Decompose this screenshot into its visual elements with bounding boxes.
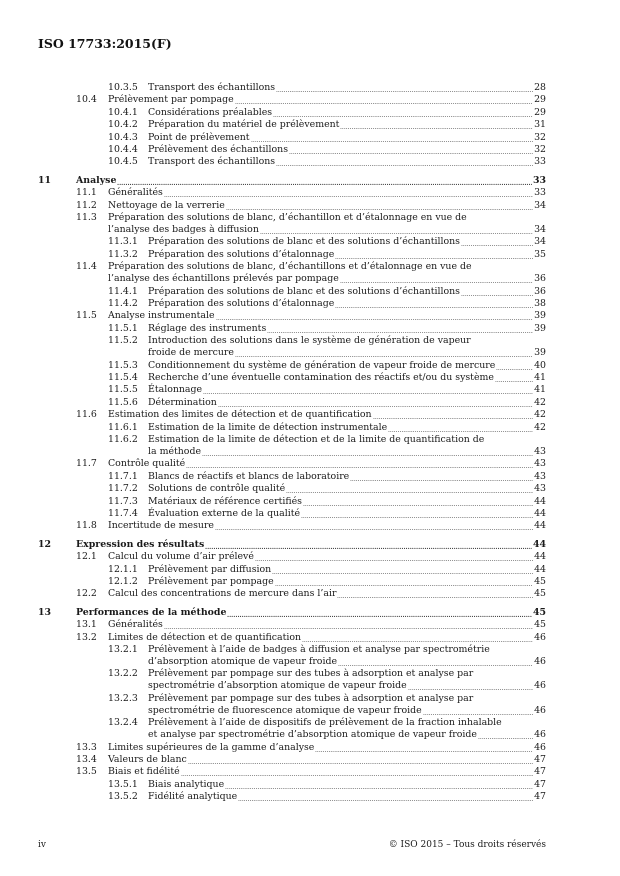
toc-entry-title: Prélèvement des échantillons xyxy=(148,144,289,155)
toc-page-number: 46 xyxy=(534,656,546,667)
toc-entry-number: 13.4 xyxy=(76,754,97,765)
toc-entry[interactable] xyxy=(0,483,620,495)
toc-page-number: 46 xyxy=(534,631,546,643)
toc-page-number: 29 xyxy=(534,106,546,118)
toc-page-number: 39 xyxy=(534,347,546,359)
toc-entry-number: 12.1 xyxy=(76,551,97,563)
toc-entry[interactable] xyxy=(0,607,620,619)
toc-entry-title: Estimation des limites de détection et de quantification xyxy=(108,409,372,421)
toc-entry[interactable] xyxy=(0,496,620,508)
toc-entry[interactable] xyxy=(0,298,620,310)
toc-dot-leader xyxy=(188,754,533,766)
toc-entry[interactable] xyxy=(0,520,620,532)
toc-entry-title: Analyse xyxy=(76,174,117,186)
toc-dot-leader xyxy=(289,144,533,156)
toc-entry-title: Nettoyage de la verrerie xyxy=(108,199,225,211)
toc-entry[interactable] xyxy=(0,409,620,421)
toc-page-number: 43 xyxy=(534,470,546,482)
toc-dot-leader xyxy=(340,273,533,285)
toc-dot-leader xyxy=(267,323,533,335)
toc-page-number: 42 xyxy=(534,396,546,408)
toc-dot-leader xyxy=(255,551,533,563)
toc-entry-title: Prélèvement à l’aide de badges à diffusion et analyse par spectrométrie xyxy=(148,644,490,655)
toc-entry[interactable] xyxy=(0,422,620,434)
toc-page-number: 39 xyxy=(534,322,546,334)
toc-page-number: 43 xyxy=(534,446,546,457)
toc-dot-leader xyxy=(227,607,532,619)
toc-dot-leader xyxy=(260,224,533,236)
toc-entry-title: Contrôle qualité xyxy=(108,458,186,470)
toc-dot-leader xyxy=(215,520,533,532)
toc-entry[interactable] xyxy=(0,632,620,644)
toc-entry-title: Estimation de la limite de détection instrumentale xyxy=(148,421,388,433)
toc-entry-number: 11.7.3 xyxy=(108,495,138,507)
toc-entry-number: 10.4.2 xyxy=(108,119,138,131)
toc-entry-number: 11.4.1 xyxy=(108,285,138,297)
toc-dot-leader xyxy=(225,779,533,791)
toc-entry[interactable] xyxy=(0,310,620,322)
toc-entry-number: 11.5 xyxy=(76,310,97,322)
toc-page-number: 46 xyxy=(534,741,546,753)
toc-page-number: 47 xyxy=(534,754,546,765)
toc-page-number: 41 xyxy=(534,384,546,396)
toc-page-number: 46 xyxy=(534,729,546,741)
toc-entry-number: 13.3 xyxy=(76,741,97,753)
toc-page-number: 34 xyxy=(534,236,546,248)
toc-page-number: 47 xyxy=(534,766,546,778)
toc-entry[interactable] xyxy=(0,693,620,705)
toc-entry[interactable] xyxy=(0,766,620,778)
toc-entry[interactable] xyxy=(0,668,620,680)
toc-dot-leader xyxy=(495,372,533,384)
toc-dot-leader xyxy=(273,107,533,119)
toc-dot-leader xyxy=(461,286,533,298)
toc-entry-number: 13.2.1 xyxy=(108,644,138,655)
toc-entry-title: Conditionnement du système de génération de vapeur froide de mercure xyxy=(148,359,496,371)
toc-dot-leader xyxy=(202,446,533,458)
toc-dot-leader xyxy=(275,576,533,588)
toc-dot-leader xyxy=(337,588,533,600)
toc-page-number: 35 xyxy=(534,248,546,260)
toc-dot-leader xyxy=(272,564,533,576)
toc-entry-number: 11.3.1 xyxy=(108,236,138,248)
toc-entry-title: Évaluation externe de la qualité xyxy=(148,508,301,519)
toc-page-number: 31 xyxy=(534,119,546,131)
toc-page-number: 36 xyxy=(534,285,546,297)
toc-entry-title: Limites de détection et de quantification xyxy=(108,631,302,643)
toc-entry[interactable] xyxy=(0,588,620,600)
toc-entry[interactable] xyxy=(0,156,620,168)
toc-dot-leader xyxy=(164,619,533,631)
toc-entry-title: Généralités xyxy=(108,187,163,199)
toc-entry-continuation[interactable] xyxy=(0,729,620,741)
toc-entry[interactable] xyxy=(0,576,620,588)
toc-dot-leader xyxy=(303,496,533,508)
toc-entry-number: 13 xyxy=(38,606,52,618)
toc-entry-title: Point de prélèvement xyxy=(148,131,250,143)
toc-entry[interactable] xyxy=(0,717,620,729)
toc-entry-title: Performances de la méthode xyxy=(76,606,227,618)
toc-entry-title: Préparation des solutions d’étalonnage xyxy=(148,248,335,260)
toc-dot-leader xyxy=(496,360,533,372)
toc-entry-title-continuation: l’analyse des échantillons prélevés par pompage xyxy=(108,273,339,285)
toc-entry-title: Prélèvement par pompage sur des tubes à adsorption et analyse par xyxy=(148,692,474,704)
toc-entry-number: 11.7 xyxy=(76,458,97,470)
toc-entry-number: 11.7.4 xyxy=(108,508,138,519)
toc-entry-number: 13.2 xyxy=(76,631,97,643)
toc-entry-number: 11 xyxy=(38,174,52,186)
toc-dot-leader xyxy=(251,132,533,144)
toc-entry-title: Prélèvement par pompage xyxy=(108,94,234,106)
toc-entry-title: Préparation des solutions d’étalonnage xyxy=(148,298,335,309)
toc-entry-title: Analyse instrumentale xyxy=(108,310,215,322)
toc-dot-leader xyxy=(461,236,533,248)
toc-entry-number: 10.4.5 xyxy=(108,156,138,168)
toc-entry-title: Incertitude de mesure xyxy=(108,520,214,532)
toc-page-number: 46 xyxy=(534,680,546,692)
toc-entry-title: Solutions de contrôle qualité xyxy=(148,483,286,495)
toc-entry[interactable] xyxy=(0,212,620,224)
toc-dot-leader xyxy=(164,187,533,199)
toc-entry[interactable] xyxy=(0,119,620,131)
toc-page-number: 36 xyxy=(534,273,546,285)
toc-entry-number: 12 xyxy=(38,538,52,550)
toc-entry[interactable] xyxy=(0,742,620,754)
toc-entry-number: 13.1 xyxy=(76,619,97,631)
toc-entry[interactable] xyxy=(0,175,620,187)
toc-entry-number: 10.3.5 xyxy=(108,82,138,93)
toc-dot-leader xyxy=(276,82,533,94)
toc-page-number: 46 xyxy=(534,704,546,716)
toc-entry-title: Recherche d’une éventuelle contamination des réactifs et/ou du système xyxy=(148,372,494,383)
toc-entry-number: 11.6.2 xyxy=(108,434,138,445)
toc-entry-title: Introduction des solutions dans le système de génération de vapeur xyxy=(148,335,471,347)
toc-entry-title-continuation: l’analyse des badges à diffusion xyxy=(108,224,259,235)
toc-entry-title: Préparation des solutions de blanc et des solutions d’échantillons xyxy=(148,236,460,248)
toc-entry[interactable] xyxy=(0,323,620,335)
toc-entry-number: 10.4.3 xyxy=(108,131,138,143)
toc-page-number: 29 xyxy=(534,94,546,106)
toc-entry[interactable] xyxy=(0,249,620,261)
toc-entry[interactable] xyxy=(0,187,620,199)
toc-page-number: 33 xyxy=(534,156,546,168)
toc-entry-continuation[interactable] xyxy=(0,347,620,359)
toc-entry-number: 11.4.2 xyxy=(108,298,138,309)
toc-entry-title: Calcul du volume d’air prélevé xyxy=(108,551,254,563)
toc-dot-leader xyxy=(186,458,533,470)
toc-entry[interactable] xyxy=(0,94,620,106)
toc-entry[interactable] xyxy=(0,236,620,248)
toc-dot-leader xyxy=(338,656,533,668)
toc-dot-leader xyxy=(286,483,533,495)
toc-dot-leader xyxy=(423,705,533,717)
toc-page-number: 44 xyxy=(534,563,546,575)
toc-dot-leader xyxy=(335,298,533,310)
toc-page-number: 47 xyxy=(534,791,546,803)
toc-entry-title: Expression des résultats xyxy=(76,538,205,550)
toc-entry-number: 11.5.5 xyxy=(108,384,138,396)
toc-page-number: 33 xyxy=(534,187,546,199)
toc-page-number: 44 xyxy=(534,520,546,532)
toc-entry-continuation[interactable] xyxy=(0,705,620,717)
toc-entry-number: 11.3.2 xyxy=(108,248,138,260)
toc-entry-number: 11.4 xyxy=(76,261,97,273)
toc-entry-title: Généralités xyxy=(108,619,163,631)
toc-entry-title: Préparation des solutions de blanc et des solutions d’échantillons xyxy=(148,285,460,297)
toc-page-number: 45 xyxy=(532,606,546,618)
toc-dot-leader xyxy=(181,766,533,778)
toc-dot-leader xyxy=(235,94,533,106)
toc-entry-title: Préparation des solutions de blanc, d’échantillon et d’étalonnage en vue de xyxy=(108,212,467,223)
toc-entry[interactable] xyxy=(0,458,620,470)
toc-entry-continuation[interactable] xyxy=(0,224,620,236)
toc-entry-number: 11.6 xyxy=(76,409,97,421)
toc-page-number: 42 xyxy=(534,421,546,433)
toc-entry[interactable] xyxy=(0,471,620,483)
toc-page-number: 39 xyxy=(534,310,546,322)
toc-dot-leader xyxy=(117,175,532,187)
toc-entry[interactable] xyxy=(0,508,620,520)
toc-entry-number: 11.5.1 xyxy=(108,322,138,334)
toc-entry-title: Biais analytique xyxy=(148,778,225,790)
toc-entry[interactable] xyxy=(0,539,620,551)
toc-entry-number: 10.4.1 xyxy=(108,106,138,118)
toc-page-number: 28 xyxy=(534,82,546,93)
toc-entry-number: 11.5.3 xyxy=(108,359,138,371)
toc-entry-number: 11.6.1 xyxy=(108,421,138,433)
toc-dot-leader xyxy=(350,471,533,483)
toc-dot-leader xyxy=(315,742,533,754)
toc-entry[interactable] xyxy=(0,335,620,347)
toc-page-number: 33 xyxy=(532,174,546,186)
toc-entry[interactable] xyxy=(0,397,620,409)
toc-entry-title: Détermination xyxy=(148,396,217,408)
toc-page-number: 47 xyxy=(534,778,546,790)
toc-entry-title: Transport des échantillons xyxy=(148,156,276,168)
toc-entry-title: Considérations préalables xyxy=(148,106,273,118)
toc-entry[interactable] xyxy=(0,754,620,766)
toc-entry-title: Blancs de réactifs et blancs de laboratoire xyxy=(148,470,350,482)
toc-entry[interactable] xyxy=(0,619,620,631)
toc-entry-number: 11.8 xyxy=(76,520,97,532)
toc-entry-title: Prélèvement par pompage xyxy=(148,576,274,587)
toc-entry-number: 11.3 xyxy=(76,212,97,223)
toc-dot-leader xyxy=(408,680,533,692)
toc-entry-number: 12.2 xyxy=(76,588,97,600)
toc-entry-title-continuation: spectrométrie de fluorescence atomique de vapeur froide xyxy=(148,704,422,716)
toc-page-number: 44 xyxy=(534,508,546,519)
toc-entry[interactable] xyxy=(0,107,620,119)
toc-page-number: 43 xyxy=(534,483,546,495)
toc-entry-number: 11.5.2 xyxy=(108,335,138,347)
toc-entry[interactable] xyxy=(0,82,620,94)
page-number: iv xyxy=(38,840,46,850)
toc-entry-title: Étalonnage xyxy=(148,384,203,396)
toc-entry[interactable] xyxy=(0,644,620,656)
toc-dot-leader xyxy=(276,156,533,168)
toc-entry-title: Calcul des concentrations de mercure dans l’air xyxy=(108,588,337,600)
toc-entry[interactable] xyxy=(0,779,620,791)
toc-dot-leader xyxy=(235,347,533,359)
toc-entry[interactable] xyxy=(0,200,620,212)
toc-entry-title: Transport des échantillons xyxy=(148,82,276,93)
toc-dot-leader xyxy=(205,539,532,551)
toc-entry-number: 11.7.2 xyxy=(108,483,138,495)
toc-entry-number: 11.7.1 xyxy=(108,470,138,482)
toc-entry[interactable] xyxy=(0,144,620,156)
toc-entry[interactable] xyxy=(0,551,620,563)
toc-entry-title: Prélèvement par pompage sur des tubes à adsorption et analyse par xyxy=(148,668,474,680)
toc-entry-continuation[interactable] xyxy=(0,273,620,285)
toc-entry[interactable] xyxy=(0,360,620,372)
toc-dot-leader xyxy=(335,249,533,261)
toc-entry-number: 12.1.2 xyxy=(108,576,138,587)
toc-page-number: 43 xyxy=(534,458,546,470)
toc-entry-number: 10.4 xyxy=(76,94,97,106)
toc-page-number: 41 xyxy=(534,372,546,383)
toc-dot-leader xyxy=(218,397,533,409)
toc-entry-title: Réglage des instruments xyxy=(148,322,267,334)
toc-dot-leader xyxy=(388,422,533,434)
toc-page-number: 38 xyxy=(534,298,546,309)
copyright-notice: © ISO 2015 – Tous droits réservés xyxy=(388,840,546,850)
toc-entry[interactable] xyxy=(0,132,620,144)
toc-entry-title-continuation: et analyse par spectrométrie d’absorption atomique de vapeur froide xyxy=(148,729,477,741)
toc-entry[interactable] xyxy=(0,564,620,576)
toc-entry[interactable] xyxy=(0,434,620,446)
toc-entry-number: 13.5.1 xyxy=(108,778,138,790)
toc-entry-title-continuation: d’absorption atomique de vapeur froide xyxy=(148,656,338,667)
toc-dot-leader xyxy=(478,729,533,741)
toc-page-number: 32 xyxy=(534,144,546,155)
toc-dot-leader xyxy=(340,119,533,131)
toc-dot-leader xyxy=(226,200,533,212)
toc-entry-continuation[interactable] xyxy=(0,446,620,458)
toc-entry-title-continuation: froide de mercure xyxy=(148,347,234,359)
toc-page-number: 32 xyxy=(534,131,546,143)
toc-page-number: 45 xyxy=(534,588,546,600)
toc-entry-number: 11.1 xyxy=(76,187,97,199)
toc-entry-number: 13.2.4 xyxy=(108,717,138,729)
toc-entry-continuation[interactable] xyxy=(0,656,620,668)
toc-page-number: 44 xyxy=(534,551,546,563)
toc-dot-leader xyxy=(302,632,533,644)
toc-dot-leader xyxy=(203,384,533,396)
toc-entry-title: Préparation du matériel de prélèvement xyxy=(148,119,340,131)
toc-entry-title: Préparation des solutions de blanc, d’échantillons et d’étalonnage en vue de xyxy=(108,261,472,273)
toc-entry-number: 13.2.2 xyxy=(108,668,138,680)
toc-page-number: 42 xyxy=(534,409,546,421)
toc-entry-title: Valeurs de blanc xyxy=(108,754,187,765)
toc-entry[interactable] xyxy=(0,261,620,273)
toc-entry-number: 11.5.6 xyxy=(108,396,138,408)
toc-entry-number: 11.2 xyxy=(76,199,97,211)
toc-page-number: 45 xyxy=(534,576,546,587)
toc-page-number: 44 xyxy=(534,495,546,507)
toc-entry-number: 13.5 xyxy=(76,766,97,778)
toc-dot-leader xyxy=(373,409,533,421)
toc-entry-title: Limites supérieures de la gamme d’analyse xyxy=(108,741,315,753)
toc-entry-title: Prélèvement par diffusion xyxy=(148,563,272,575)
document-header: ISO 17733:2015(F) xyxy=(38,36,172,51)
toc-entry[interactable] xyxy=(0,286,620,298)
toc-entry-title-continuation: la méthode xyxy=(148,446,202,457)
toc-entry-number: 13.2.3 xyxy=(108,692,138,704)
toc-entry[interactable] xyxy=(0,384,620,396)
toc-entry[interactable] xyxy=(0,791,620,803)
toc-page-number: 44 xyxy=(532,538,546,550)
toc-dot-leader xyxy=(301,508,533,520)
toc-page-number: 34 xyxy=(534,199,546,211)
toc-page-number: 34 xyxy=(534,224,546,235)
toc-entry-number: 12.1.1 xyxy=(108,563,138,575)
toc-entry-number: 11.5.4 xyxy=(108,372,138,383)
toc-entry-number: 13.5.2 xyxy=(108,791,138,803)
toc-page-number: 40 xyxy=(534,359,546,371)
toc-entry-title: Estimation de la limite de détection et de la limite de quantification de xyxy=(148,434,485,445)
toc-entry-title: Matériaux de référence certifiés xyxy=(148,495,302,507)
toc-dot-leader xyxy=(238,791,533,803)
toc-dot-leader xyxy=(216,310,533,322)
toc-entry-number: 10.4.4 xyxy=(108,144,138,155)
toc-entry-title: Prélèvement à l’aide de dispositifs de prélèvement de la fraction inhalable xyxy=(148,717,502,729)
toc-entry-title: Fidélité analytique xyxy=(148,791,238,803)
toc-entry-title-continuation: spectrométrie d’absorption atomique de vapeur froide xyxy=(148,680,407,692)
toc-page-number: 45 xyxy=(534,619,546,631)
toc-entry-title: Biais et fidélité xyxy=(108,766,180,778)
toc-entry[interactable] xyxy=(0,372,620,384)
toc-entry-continuation[interactable] xyxy=(0,680,620,692)
